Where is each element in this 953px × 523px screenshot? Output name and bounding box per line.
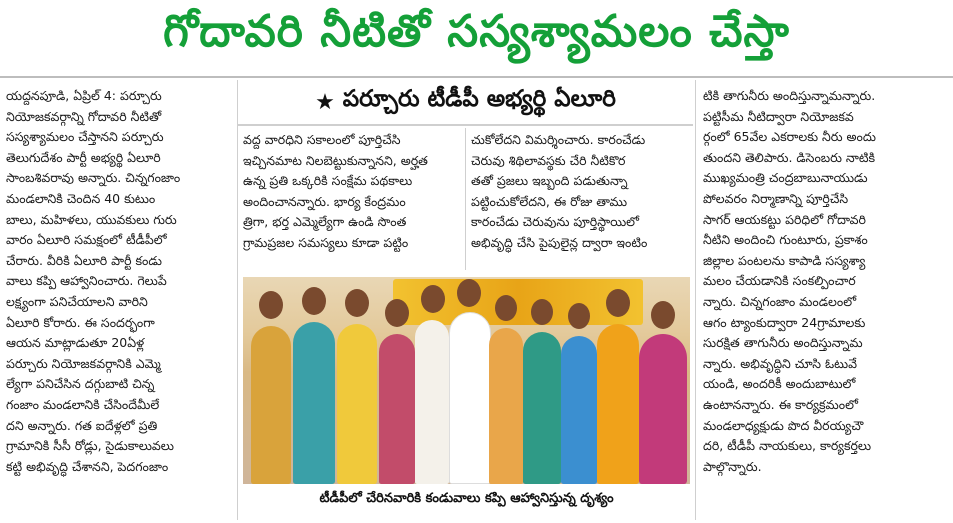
- headline: గోదావరి నీటితో సస్యశ్యామలం చేస్తా: [163, 6, 790, 57]
- person-figure: [495, 295, 517, 321]
- photo-caption: టీడీపీలో చేరినవారికి కండువాలు కప్పి ఆహ్వానిస్తున్న దృశ్యం: [319, 491, 614, 506]
- headline-rule: [0, 76, 953, 78]
- subheadline-rule: [238, 124, 693, 126]
- subheadline-text: పర్చూరు టీడీపీ అభ్యర్థి ఏలూరి: [342, 86, 616, 112]
- news-photo: [243, 277, 690, 484]
- person-figure: [449, 312, 491, 484]
- person-figure: [259, 291, 283, 319]
- person-figure: [293, 322, 335, 484]
- person-figure: [302, 287, 326, 315]
- person-figure: [639, 334, 687, 484]
- star-icon: ★: [315, 89, 335, 115]
- subheadline: [238, 80, 693, 124]
- person-figure: [651, 301, 675, 329]
- person-figure: [597, 324, 639, 484]
- person-figure: [606, 289, 630, 317]
- person-figure: [489, 328, 523, 484]
- article-column-2: వద్ద వారధిని సకాలంలో పూర్తిచేసి ఇచ్చినమాట నిలబెట్టుకున్నానని, అర్హత ఉన్న ప్రతి ఒక్కరికి సంక్షేమ పథకాలు అందించానన్నారు. భార్య కేంద్రమం త్రిగా, భర్త ఎమ్మెల్యేగా ఉండి సొంత గ్రామప్రజల సమస్యలు కూడా పట్టిం: [243, 132, 428, 250]
- person-figure: [345, 289, 369, 317]
- article-column-1: యద్దనపూడి, ఏప్రిల్ 4: పర్చూరు నియోజకవర్గాన్ని గోదావరి నీటితో సస్యశ్యామలం చేస్తానని పర్చూరు తెలుగుదేశం పార్టీ అభ్యర్థి ఏలూరి సాంబశివరావు అన్నారు. చిన్నగంజాం మండలానికి చెందిన 40 కుటుం బాలు, మహిళలు, యువకులు గురు వారం ఏలూరి సమక్షంలో టీడీపీలో చేరారు. వీరికి ఏలూరి పార్టీ కండు వాలు కప్పి ఆహ్వానించారు. గెలుపే లక్ష్యంగా పనిచేయాలని వారిని ఏలూరి కోరారు. ఈ సందర్భంగా ఆయన మాట్లాడుతూ 20ఏళ్ల పర్చూరు నియోజకవర్గానికి ఎమ్మె ల్యేగా పనిచేసిన దగ్గుబాటి చిన్న గంజాం మండలానికి చేసిందేమీలే దని అన్నారు. గత ఐదేళ్లలో ప్రతి గ్రామానికి సీసీ రోడ్లు, సైడుకాలువలు కట్టి అభివృద్ధి చేశానని, పెదగంజాం: [6, 88, 181, 474]
- column-divider: [465, 128, 466, 270]
- person-figure: [568, 303, 590, 329]
- article-column-3: చుకోలేదని విమర్శించారు. కారంచేడు చెరువు శిథిలావస్థకు చేరి నీటికొర తతో ప్రజలు ఇబ్బంది పడుతున్నా పట్టించుకోలేదని, ఈ రోజు తాము కారంచేడు చెరువును పూర్తిస్థాయిలో అభివృద్ధి చేసి పైపులైన్ల ద్వారా ఇంటిం: [471, 132, 648, 250]
- person-figure: [531, 299, 553, 325]
- person-figure: [457, 279, 481, 307]
- person-figure: [379, 334, 415, 484]
- article-column-4: టికి తాగునీరు అందిస్తున్నామన్నారు. పట్టిసీమ నీటిద్వారా నియోజకవ ర్గంలో 65వేల ఎకరాలకు నీరు అందు తుందని తెలిపారు. డిసెంబరు నాటికి ముఖ్యమంత్రి చంద్రబాబునాయుడు పోలవరం నిర్మాణాన్ని పూర్తిచేసి సాగర్ ఆయకట్టు పరిధిలో గోదావరి నీటిని అందించి గుంటూరు, ప్రకాశం జిల్లాల పంటలను కాపాడి సస్యశ్యా మలం చేయడానికి సంకల్పించార న్నారు. చిన్నగంజాం మండలంలో ఆగం ట్యాంకుద్వారా 24గ్రామాలకు సురక్షిత తాగునీరు అందిస్తున్నామ న్నారు. అభివృద్ధిని చూసి ఓటువే యండి, అందరికీ అందుబాటులో ఉంటానన్నారు. ఈ కార్యక్రమంలో మండలాధ్యక్షుడు పొద వీరయ్యచౌ దరి, టీడీపీ నాయకులు, కార్యకర్తలు పాల్గొన్నారు.: [703, 88, 876, 474]
- person-figure: [337, 324, 377, 484]
- person-figure: [251, 326, 291, 484]
- person-figure: [561, 336, 597, 484]
- person-figure: [415, 320, 449, 484]
- person-figure: [523, 332, 561, 484]
- column-divider: [237, 80, 238, 520]
- person-figure: [421, 285, 445, 313]
- column-divider: [695, 80, 696, 520]
- person-figure: [385, 299, 409, 327]
